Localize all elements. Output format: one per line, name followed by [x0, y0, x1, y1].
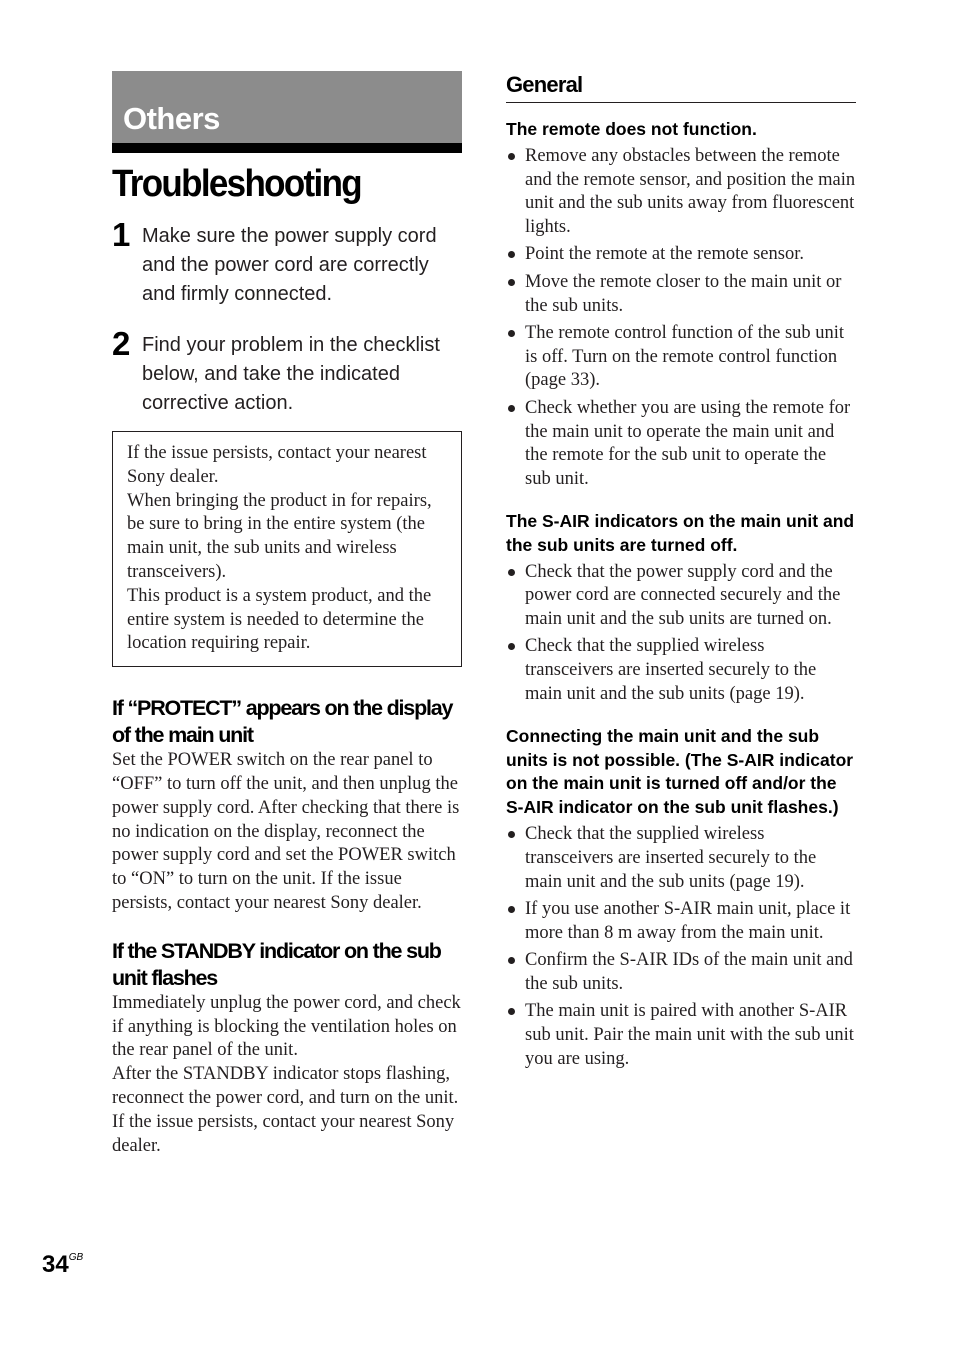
list-item: The remote control function of the sub unit is off. Turn on the remote control function (page 33).: [506, 322, 856, 393]
list-item: Check that the supplied wireless transceivers are inserted securely to the main unit and the sub units (page 19).: [506, 635, 856, 706]
section-banner: [112, 71, 462, 143]
solution-list: [506, 823, 856, 1071]
step-1: [112, 216, 462, 309]
protect-body: Set the POWER switch on the rear panel to “OFF” to turn off the unit, and then unplug the power supply cord. After checking that there is no indication on the display, reconnect the power supply cord and set the POWER switch to “ON” to turn on the unit. If the issue persists, contact your nearest Sony dealer.: [112, 750, 460, 913]
notice-paragraph: If the issue persists, contact your nearest Sony dealer.: [127, 443, 427, 487]
notice-box: [112, 431, 462, 667]
section-rule: [112, 143, 462, 153]
right-column: [506, 72, 856, 1075]
problem-heading: Connecting the main unit and the sub units is not possible. (The S-AIR indicator on the main unit is turned off and/or the S-AIR indicator on the sub unit flashes.): [506, 725, 854, 818]
page-number: [42, 1251, 83, 1279]
step-number: 2: [112, 325, 131, 362]
list-item: Check that the power supply cord and the power cord are connected securely and the main unit and the sub units are turned on.: [506, 561, 856, 632]
standby-paragraph: Immediately unplug the power cord, and check if anything is blocking the ventilation holes on the rear panel of the unit.: [112, 992, 461, 1061]
list-item: Check that the supplied wireless transceivers are inserted securely to the main unit and the sub units (page 19).: [506, 823, 856, 894]
protect-heading: If “PROTECT” appears on the display of the main unit: [112, 696, 453, 748]
problem-heading: The S-AIR indicators on the main unit and the sub units are turned off.: [506, 510, 855, 555]
step-text: Find your problem in the checklist below, and take the indicated corrective action.: [142, 334, 440, 414]
list-item: Remove any obstacles between the remote and the remote sensor, and position the main unit and the sub units away from fluorescent lights.: [506, 145, 856, 240]
notice-paragraph: When bringing the product in for repairs, be sure to bring in the entire system (the main unit, the sub units and wireless transceivers).: [127, 490, 432, 582]
section-label: Others: [123, 101, 220, 136]
step-number: 1: [112, 216, 131, 253]
list-item: Check whether you are using the remote for the main unit to operate the main unit and the remote for the sub unit to operate the sub unit.: [506, 397, 856, 492]
general-heading: General: [506, 72, 856, 103]
standby-paragraph: After the STANDBY indicator stops flashing, reconnect the power cord, and turn on the unit. If the issue persists, contact your nearest Sony dealer.: [112, 1064, 459, 1156]
problem-heading: The remote does not function.: [506, 119, 757, 139]
left-column: [112, 71, 462, 1158]
list-item: If you use another S-AIR main unit, place it more than 8 m away from the main unit.: [506, 898, 856, 946]
list-item: Move the remote closer to the main unit or the sub units.: [506, 271, 856, 319]
list-item: Point the remote at the remote sensor.: [506, 243, 856, 267]
step-2: [112, 325, 462, 418]
solution-list: [506, 145, 856, 492]
page-number-suffix: GB: [68, 1252, 84, 1263]
step-text: Make sure the power supply cord and the power cord are correctly and firmly connected.: [142, 225, 437, 305]
notice-paragraph: This product is a system product, and the entire system is needed to determine the location requiring repair.: [127, 585, 432, 654]
solution-list: [506, 561, 856, 707]
page-title: Troubleshooting: [112, 163, 361, 205]
standby-heading: If the STANDBY indicator on the sub unit flashes: [112, 938, 441, 990]
list-item: The main unit is paired with another S-AIR sub unit. Pair the main unit with the sub unit you are using.: [506, 1000, 856, 1071]
list-item: Confirm the S-AIR IDs of the main unit and the sub units.: [506, 949, 856, 997]
page-number-value: 34: [42, 1251, 69, 1278]
